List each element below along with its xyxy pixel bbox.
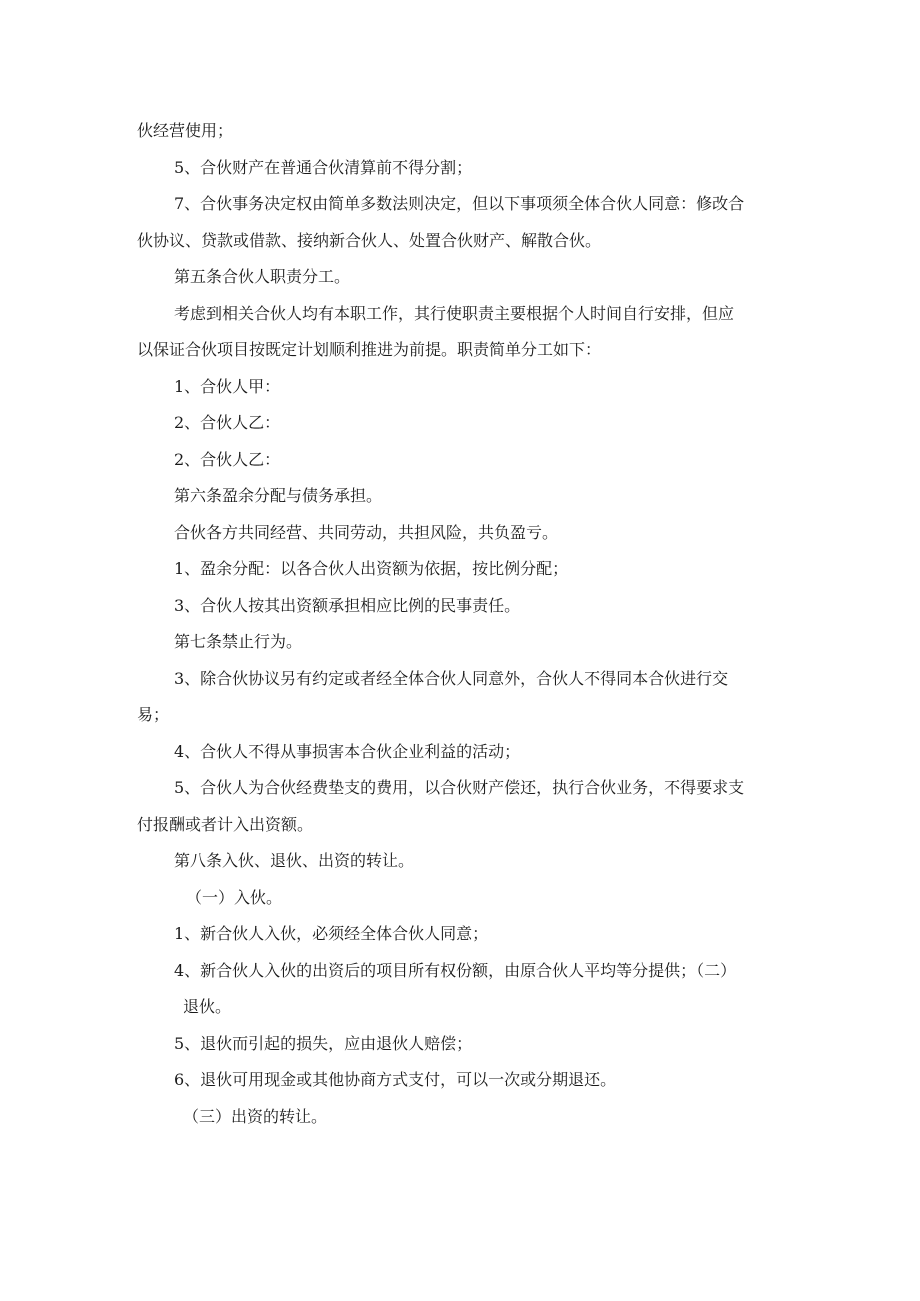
section-heading: 第五条合伙人职责分工。 [174,267,351,286]
subsection-heading: 退伙。 [183,997,232,1016]
paragraph-line: 2、合伙人乙： [174,413,281,432]
paragraph-line: 付报酬或者计入出资额。 [137,814,314,834]
paragraph-line: 3、合伙人按其出资额承担相应比例的民事责任。 [174,595,521,615]
paragraph-line: 1、盈余分配：以各合伙人出资额为依据，按比例分配； [174,559,569,578]
paragraph-line: 5、退伙而引起的损失，应由退伙人赔偿； [174,1033,473,1053]
paragraph-line: 7、合伙事务决定权由简单多数法则决定，但以下事项须全体合伙人同意：修改合 [174,194,745,213]
paragraph-line: 易； [137,705,170,724]
paragraph-line: 1、合伙人甲： [174,376,281,396]
paragraph-line: 伙协议、贷款或借款、接纳新合伙人、处置合伙财产、解散合伙。 [137,230,602,250]
paragraph-line: 3、除合伙协议另有约定或者经全体合伙人同意外，合伙人不得同本合伙进行交 [174,668,729,688]
subsection-heading: （三）出资的转让。 [183,1106,328,1126]
section-heading: 第六条盈余分配与债务承担。 [174,486,383,505]
paragraph-line: 2、合伙人乙： [174,449,281,469]
subsection-heading: （一）入伙。 [186,887,283,907]
paragraph-line: 合伙各方共同经营、共同劳动，共担风险，共负盈亏。 [174,522,559,542]
paragraph-line: 伙经营使用； [137,121,234,140]
paragraph-line: 以保证合伙项目按既定计划顺利推进为前提。职责简单分工如下： [137,340,602,359]
section-heading: 第七条禁止行为。 [174,632,303,651]
paragraph-line: 4、新合伙人入伙的出资后的项目所有权份额，由原合伙人平均等分提供；（二） [174,960,737,980]
paragraph-line: 5、合伙人为合伙经费垫支的费用，以合伙财产偿还，执行合伙业务，不得要求支 [174,778,745,797]
paragraph-line: 4、合伙人不得从事损害本合伙企业利益的活动； [174,741,521,761]
section-heading: 第八条入伙、退伙、出资的转让。 [174,851,415,870]
paragraph-line: 1、新合伙人入伙，必须经全体合伙人同意； [174,924,489,943]
paragraph-line: 5、合伙财产在普通合伙清算前不得分割； [174,157,473,177]
document-body [137,113,783,1135]
paragraph-line: 考虑到相关合伙人均有本职工作，其行使职责主要根据个人时间自行安排，但应 [174,303,735,323]
paragraph-line: 6、退伙可用现金或其他协商方式支付，可以一次或分期退还。 [174,1070,617,1089]
